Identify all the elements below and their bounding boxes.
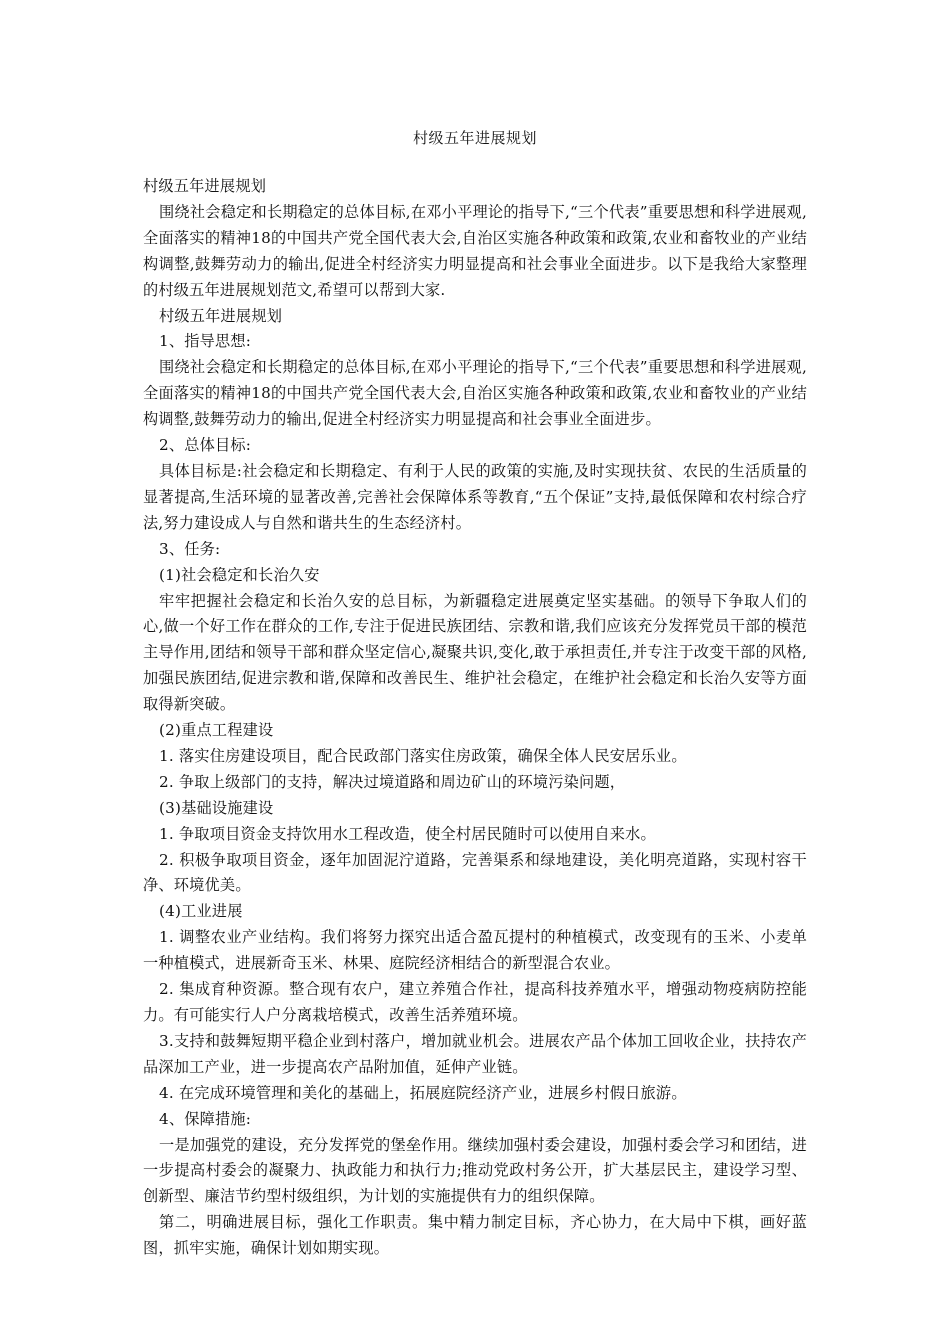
paragraph: 村级五年进展规划 <box>159 306 283 325</box>
paragraph: (1)社会稳定和长治久安 <box>159 565 320 584</box>
paragraph: 第二，明确进展目标，强化工作职责。集中精力制定目标，齐心协力，在大局中下棋，画好蓝图，抓牢实施，确保计划如期实现。 <box>143 1213 807 1258</box>
paragraph: 2. 积极争取项目资金，逐年加固泥泞道路，完善渠系和绿地建设，美化明亮道路，实现村容干净、环境优美。 <box>143 850 807 895</box>
document-title: 村级五年进展规划 <box>412 129 537 147</box>
paragraph: 2、总体目标: <box>159 436 252 455</box>
paragraph: 围绕社会稳定和长期稳定的总体目标,在邓小平理论的指导下,“三个代表”重要思想和科学进展观,全面落实的精神18的中国共产党全国代表大会,自治区实施各种政策和政策,农业和畜牧业的产业结构调整,鼓舞劳动力的输出,促进全村经济实力明显提高和社会事业全面进步。 <box>143 358 807 429</box>
paragraph: (4)工业进展 <box>159 902 243 921</box>
paragraph: 1、指导思想: <box>159 332 252 351</box>
paragraph: 具体目标是:社会稳定和长期稳定、有利于人民的政策的实施,及时实现扶贫、农民的生活质量的显著提高,生活环境的显著改善,完善社会保障体系等教育,“五个保证”支持,最低保障和农村综合疗法,努力建设成人与自然和谐共生的生态经济村。 <box>143 461 807 532</box>
paragraph: (2)重点工程建设 <box>159 721 274 740</box>
paragraph: 1. 调整农业产业结构。我们将努力探究出适合盈瓦提村的种植模式，改变现有的玉米、小麦单一种植模式，进展新奇玉米、林果、庭院经济相结合的新型混合农业。 <box>143 928 807 973</box>
paragraph: 3.支持和鼓舞短期平稳企业到村落户，增加就业机会。进展农产品个体加工回收企业，扶持农产品深加工产业，进一步提高农产品附加值，延伸产业链。 <box>143 1031 807 1076</box>
paragraph: 牢牢把握社会稳定和长治久安的总目标，为新疆稳定进展奠定坚实基础。的领导下争取人们的心,做一个好工作在群众的工作,专注于促进民族团结、宗教和谐,我们应该充分发挥党员干部的模范主导作用,团结和领导干部和群众坚定信心,凝聚共识,变化,敢于承担责任,并专注于改变干部的风格,加强民族团结,促进宗教和谐,保障和改善民生、维护社会稳定，在维护社会稳定和长治久安等方面取得新突破。 <box>143 591 807 714</box>
paragraph: 2. 争取上级部门的支持，解决过境道路和周边矿山的环境污染问题， <box>159 772 626 791</box>
paragraph: 3、任务: <box>159 539 221 558</box>
paragraph: 围绕社会稳定和长期稳定的总体目标,在邓小平理论的指导下,“三个代表”重要思想和科学进展观,全面落实的精神18的中国共产党全国代表大会,自治区实施各种政策和政策,农业和畜牧业的产业结构调整,鼓舞劳动力的输出,促进全村经济实力明显提高和社会事业全面进步。以下是我给大家整理的村级五年进展规划范文,希望可以帮到大家. <box>143 202 807 299</box>
paragraph: 1. 落实住房建设项目，配合民政部门落实住房政策，确保全体人民安居乐业。 <box>159 746 687 765</box>
document-body <box>143 174 807 1262</box>
paragraph: 4. 在完成环境管理和美化的基础上，拓展庭院经济产业，进展乡村假日旅游。 <box>159 1083 687 1102</box>
paragraph: 一是加强党的建设，充分发挥党的堡垒作用。继续加强村委会建设，加强村委会学习和团结，进一步提高村委会的凝聚力、执政能力和执行力;推动党政村务公开，扩大基层民主，建设学习型、创新型、廉洁节约型村级组织，为计划的实施提供有力的组织保障。 <box>143 1135 807 1206</box>
paragraph: 4、保障措施: <box>159 1109 252 1128</box>
paragraph: (3)基础设施建设 <box>159 798 274 817</box>
paragraph: 2. 集成育种资源。整合现有农户，建立养殖合作社，提高科技养殖水平，增强动物疫病防控能力。有可能实行人户分离栽培模式，改善生活养殖环境。 <box>143 980 807 1024</box>
paragraph: 1. 争取项目资金支持饮用水工程改造，使全村居民随时可以使用自来水。 <box>159 824 656 843</box>
paragraph: 村级五年进展规划 <box>143 177 267 195</box>
